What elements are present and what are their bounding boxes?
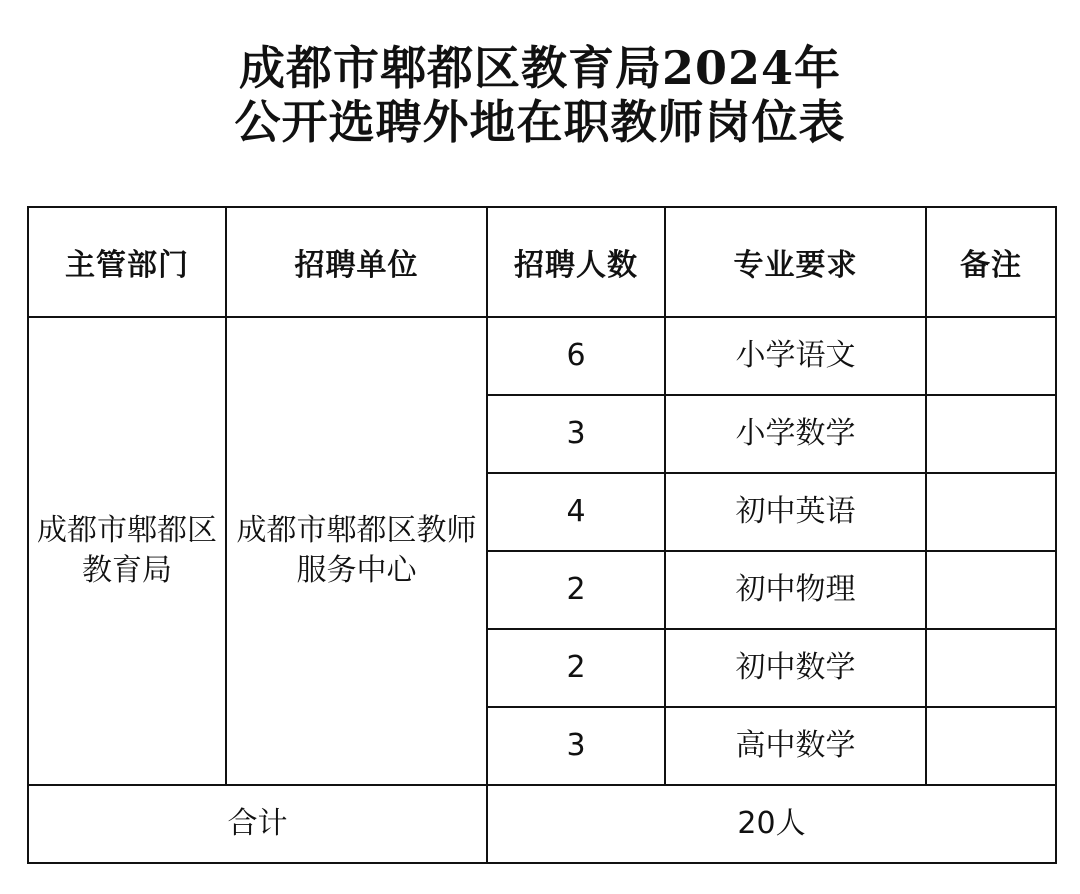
note-cell xyxy=(926,551,1056,629)
header-major: 专业要求 xyxy=(665,207,926,317)
total-label: 合计 xyxy=(28,785,487,863)
count-cell: 4 xyxy=(487,473,665,551)
document-title-line-1: 成都市郫都区教育局2024年 xyxy=(238,41,842,95)
note-cell xyxy=(926,473,1056,551)
department-cell: 成都市郫都区教育局 xyxy=(28,317,226,785)
table-header-row xyxy=(28,207,1056,317)
header-unit: 招聘单位 xyxy=(226,207,487,317)
major-cell: 高中数学 xyxy=(665,707,926,785)
major-cell: 小学数学 xyxy=(665,395,926,473)
major-cell: 初中物理 xyxy=(665,551,926,629)
count-cell: 3 xyxy=(487,395,665,473)
count-cell: 2 xyxy=(487,551,665,629)
major-cell: 初中英语 xyxy=(665,473,926,551)
count-cell: 6 xyxy=(487,317,665,395)
note-cell xyxy=(926,317,1056,395)
unit-cell: 成都市郫都区教师服务中心 xyxy=(226,317,487,785)
note-cell xyxy=(926,707,1056,785)
header-count: 招聘人数 xyxy=(487,207,665,317)
positions-table xyxy=(27,206,1057,864)
header-department: 主管部门 xyxy=(28,207,226,317)
document-title-line-2: 公开选聘外地在职教师岗位表 xyxy=(234,95,846,149)
count-cell: 3 xyxy=(487,707,665,785)
table-row xyxy=(28,317,1056,395)
major-cell: 小学语文 xyxy=(665,317,926,395)
note-cell xyxy=(926,629,1056,707)
header-note: 备注 xyxy=(926,207,1056,317)
total-row xyxy=(28,785,1056,863)
major-cell: 初中数学 xyxy=(665,629,926,707)
count-cell: 2 xyxy=(487,629,665,707)
total-value: 20人 xyxy=(487,785,1056,863)
note-cell xyxy=(926,395,1056,473)
